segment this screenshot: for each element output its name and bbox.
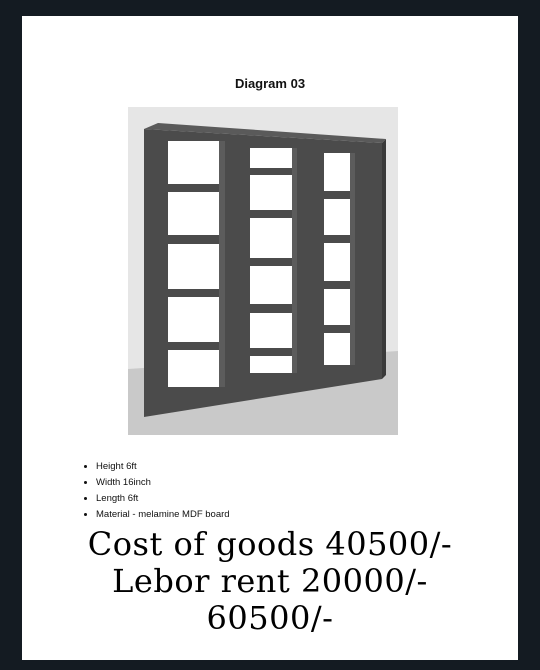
diagram-title: Diagram 03 (234, 76, 306, 91)
total-line: 60500/- (206, 599, 334, 637)
cost-summary (22, 526, 518, 637)
bookshelf-render-image (128, 107, 398, 435)
list-item: • Height 6ft (96, 459, 230, 475)
bookshelf-icon (128, 107, 398, 435)
cost-of-goods-line: Cost of goods 40500/- (87, 525, 453, 563)
list-item: • Length 6ft (96, 491, 230, 507)
list-item: • Width 16inch (96, 475, 230, 491)
list-item: • Material - melamine MDF board (96, 507, 230, 523)
specs-list (82, 459, 230, 523)
document-page (22, 16, 518, 660)
labor-rent-line: Lebor rent 20000/- (112, 562, 428, 600)
